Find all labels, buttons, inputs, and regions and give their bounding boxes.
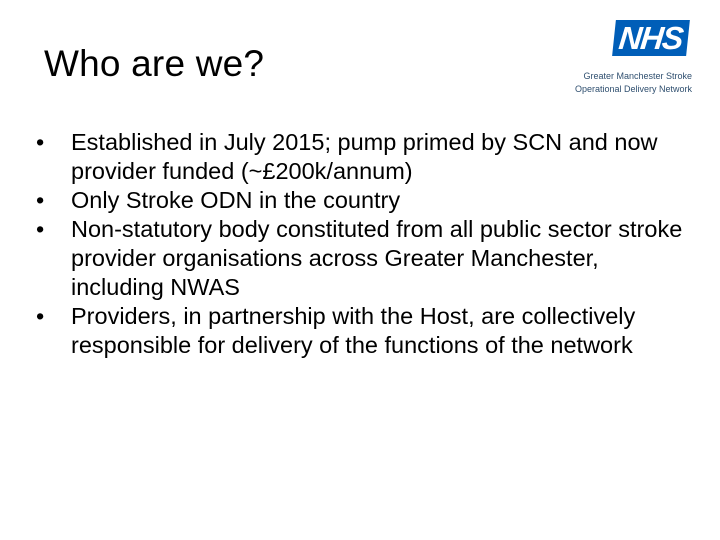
nhs-logo: NHS — [612, 20, 690, 56]
bullet-icon: • — [36, 129, 45, 155]
bullet-text: Non-statutory body constituted from all public sector stroke provider organisations across Greater Manchester, including NWAS — [71, 216, 683, 300]
bullet-list — [36, 128, 686, 360]
bullet-text: Providers, in partnership with the Host, are collectively responsible for delivery of the functions of the network — [71, 303, 636, 358]
bullet-text: Established in July 2015; pump primed by SCN and now provider funded (~£200k/annum) — [71, 129, 658, 184]
organisation-name — [532, 70, 692, 96]
bullet-icon: • — [36, 187, 45, 213]
bullet-text: Only Stroke ODN in the country — [71, 187, 401, 213]
bullet-item — [36, 128, 686, 186]
bullet-icon: • — [36, 216, 45, 242]
bullet-item — [36, 302, 686, 360]
logo-block — [532, 20, 692, 96]
bullet-icon: • — [36, 303, 45, 329]
organisation-name-line-2: Operational Delivery Network — [574, 84, 692, 94]
slide-title: Who are we? — [44, 43, 265, 84]
bullet-item — [36, 186, 686, 215]
bullet-item — [36, 215, 686, 302]
organisation-name-line-1: Greater Manchester Stroke — [583, 71, 692, 81]
